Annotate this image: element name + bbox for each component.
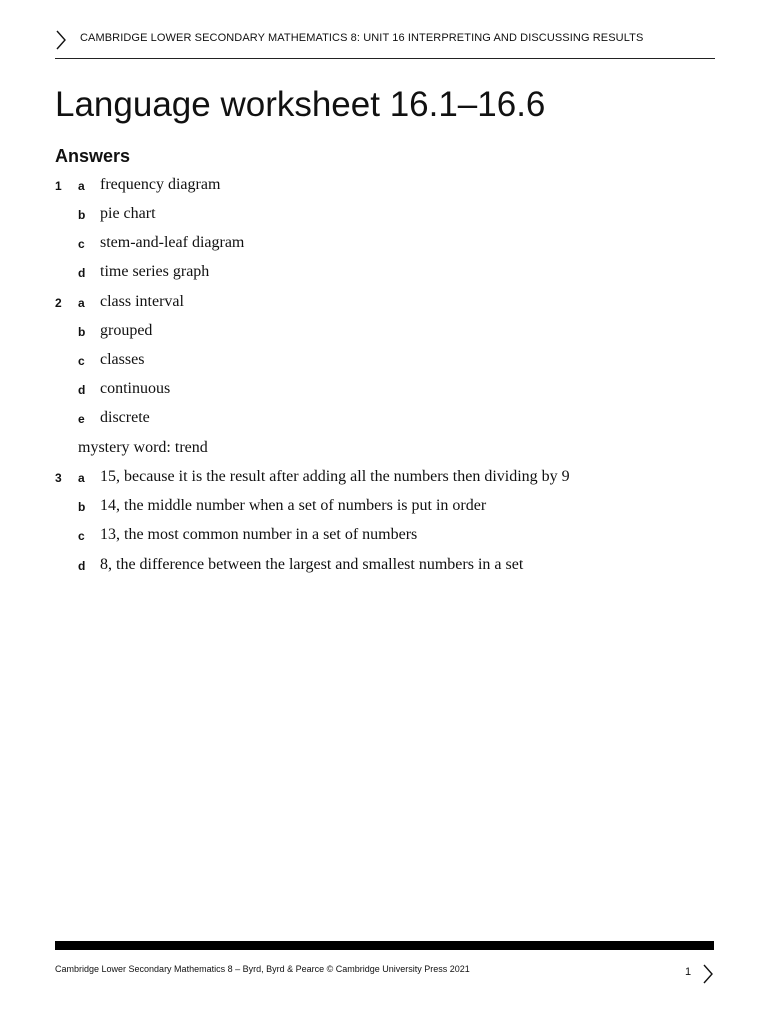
answer-text: classes xyxy=(100,351,145,368)
page-number: 1 xyxy=(685,966,692,978)
answer-text: continuous xyxy=(100,380,171,397)
part-label: a xyxy=(78,296,85,310)
answer-text: discrete xyxy=(100,409,150,426)
part-label: d xyxy=(78,383,86,397)
running-header xyxy=(55,30,715,60)
part-label: a xyxy=(78,179,85,193)
answers-heading: Answers xyxy=(55,146,131,166)
mystery-word: mystery word: trend xyxy=(78,439,208,456)
running-title: CAMBRIDGE LOWER SECONDARY MATHEMATICS 8: UNIT 16 INTERPRETING AND DISCUSSING RESULTS xyxy=(80,32,644,44)
part-label: d xyxy=(78,266,86,280)
part-label: a xyxy=(78,471,85,485)
question-number: 2 xyxy=(55,296,62,310)
part-label: c xyxy=(78,237,85,251)
chevron-right-icon xyxy=(702,964,714,984)
answer-text: 8, the difference between the largest and smallest numbers in a set xyxy=(100,556,524,573)
answer-text: 13, the most common number in a set of numbers xyxy=(100,526,418,543)
answer-text: 15, because it is the result after adding all the numbers then dividing by 9 xyxy=(100,468,570,485)
part-label: b xyxy=(78,208,86,222)
part-label: c xyxy=(78,354,85,368)
part-label: e xyxy=(78,412,85,426)
answer-text: grouped xyxy=(100,322,153,339)
part-label: b xyxy=(78,500,86,514)
footer-bar xyxy=(55,941,714,950)
part-label: b xyxy=(78,325,86,339)
question-number: 3 xyxy=(55,471,62,485)
page-title: Language worksheet 16.1–16.6 xyxy=(55,85,546,124)
part-label: c xyxy=(78,529,85,543)
answer-text: frequency diagram xyxy=(100,176,221,193)
answer-text: class interval xyxy=(100,293,184,310)
answer-text: time series graph xyxy=(100,263,210,280)
question-number: 1 xyxy=(55,179,62,193)
footer-credit: Cambridge Lower Secondary Mathematics 8 – Byrd, Byrd & Pearce © Cambridge University Press 2021 xyxy=(55,964,470,974)
answer-text: stem-and-leaf diagram xyxy=(100,234,245,251)
chevron-right-icon xyxy=(55,30,67,50)
answer-text: 14, the middle number when a set of numbers is put in order xyxy=(100,497,487,514)
part-label: d xyxy=(78,559,86,573)
header-rule xyxy=(55,58,715,59)
answer-text: pie chart xyxy=(100,205,156,222)
